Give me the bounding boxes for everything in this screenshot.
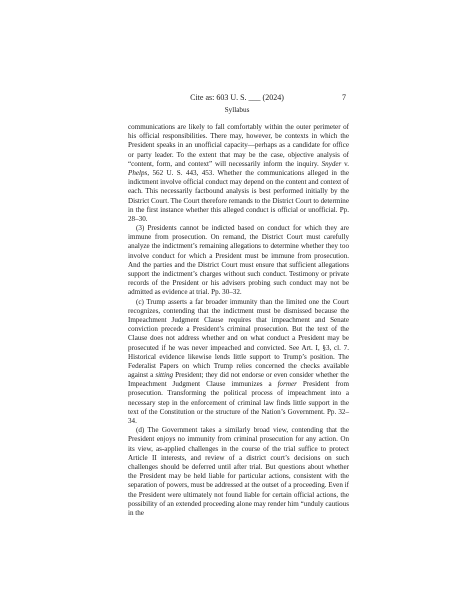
text-run: , 562 U. S. 443, 453. Whether the communications alleged in the indictment involve official conduct may depend on the content and context of each. This necessarily factbound analysis is best performed initially by the District Court. The Court therefore remands to the District Court to determine in the first instance whether this alleged conduct is official or unofficial. Pp. 28–30. bbox=[128, 168, 349, 223]
italic-run: former bbox=[277, 380, 297, 389]
text-run: President; they did not endorse or even consider whether the Impeachment Judgment Clause immunizes a bbox=[128, 371, 349, 389]
italic-run: Phelps bbox=[128, 168, 148, 177]
page-number: 7 bbox=[342, 93, 346, 102]
italic-run: sitting bbox=[155, 371, 174, 380]
text-run: President from prosecution. Transforming the political process of impeachment into a necessary step in the enforcement of criminal law finds little support in the text of the Constitution or the structure of the Nation’s Government. Pp. 32–34. bbox=[128, 380, 349, 425]
text-run: communications are likely to fall comfortably within the outer perimeter of his official responsibilities. There may, however, be contexts in which the President speaks in an unofficial capacity—perhaps as a candidate for office or party leader. To the extent that may be the case, objective analysis of “content, form, and context” will necessarily inform the inquiry. bbox=[128, 123, 349, 168]
paragraph-3 bbox=[128, 298, 349, 427]
citation-header: Cite as: 603 U. S. ___ (2024) bbox=[190, 93, 284, 102]
text-run: (d) The Government takes a similarly broad view, contending that the President enjoys no immunity from criminal prosecution for any action. On its view, as-applied challenges in the course of the trial suffice to protect Article II interests, and review of a district court’s decisions on such challenges should be deferred until after trial. But questions about whether the President may be held liable for particular actions, consistent with the separation of powers, must be addressed at the outset of a proceeding. Even if the President were ultimately not found liable for certain official actions, the possibility of an extended proceeding alone may render him “unduly cautious in the bbox=[128, 426, 349, 517]
text-run: (c) Trump asserts a far broader immunity than the limited one the Court recognizes, contending that the indictment must be dismissed because the Impeachment Judgment Clause requires that impeachment and Senate conviction precede a President’s criminal prosecution. But the text of the Clause does not address whether and on what conduct a President may be prosecuted if he was never impeached and convicted. See Art. I, §3, cl. 7. Historical evidence likewise lends little support to Trump’s position. The Federalist Papers on which Trump relies concerned the checks available against a bbox=[128, 297, 349, 380]
body-text bbox=[128, 123, 349, 518]
section-heading: Syllabus bbox=[224, 106, 250, 114]
paragraph-2 bbox=[128, 224, 349, 298]
text-run: (3) Presidents cannot be indicted based on conduct for which they are immune from prosecution. On remand, the District Court must carefully analyze the indictment’s remaining allegations to determine whether they too involve conduct for which a President must be immune from prosecution. And the parties and the District Court must ensure that sufficient allegations support the indictment’s charges without such conduct. Testimony or private records of the President or his advisers probing such conduct may not be admitted as evidence at trial. Pp. 30–32. bbox=[128, 224, 349, 297]
paragraph-4 bbox=[128, 426, 349, 518]
paragraph-1 bbox=[128, 123, 349, 224]
text-run: v. bbox=[341, 159, 350, 168]
italic-run: Snyder bbox=[321, 159, 342, 168]
